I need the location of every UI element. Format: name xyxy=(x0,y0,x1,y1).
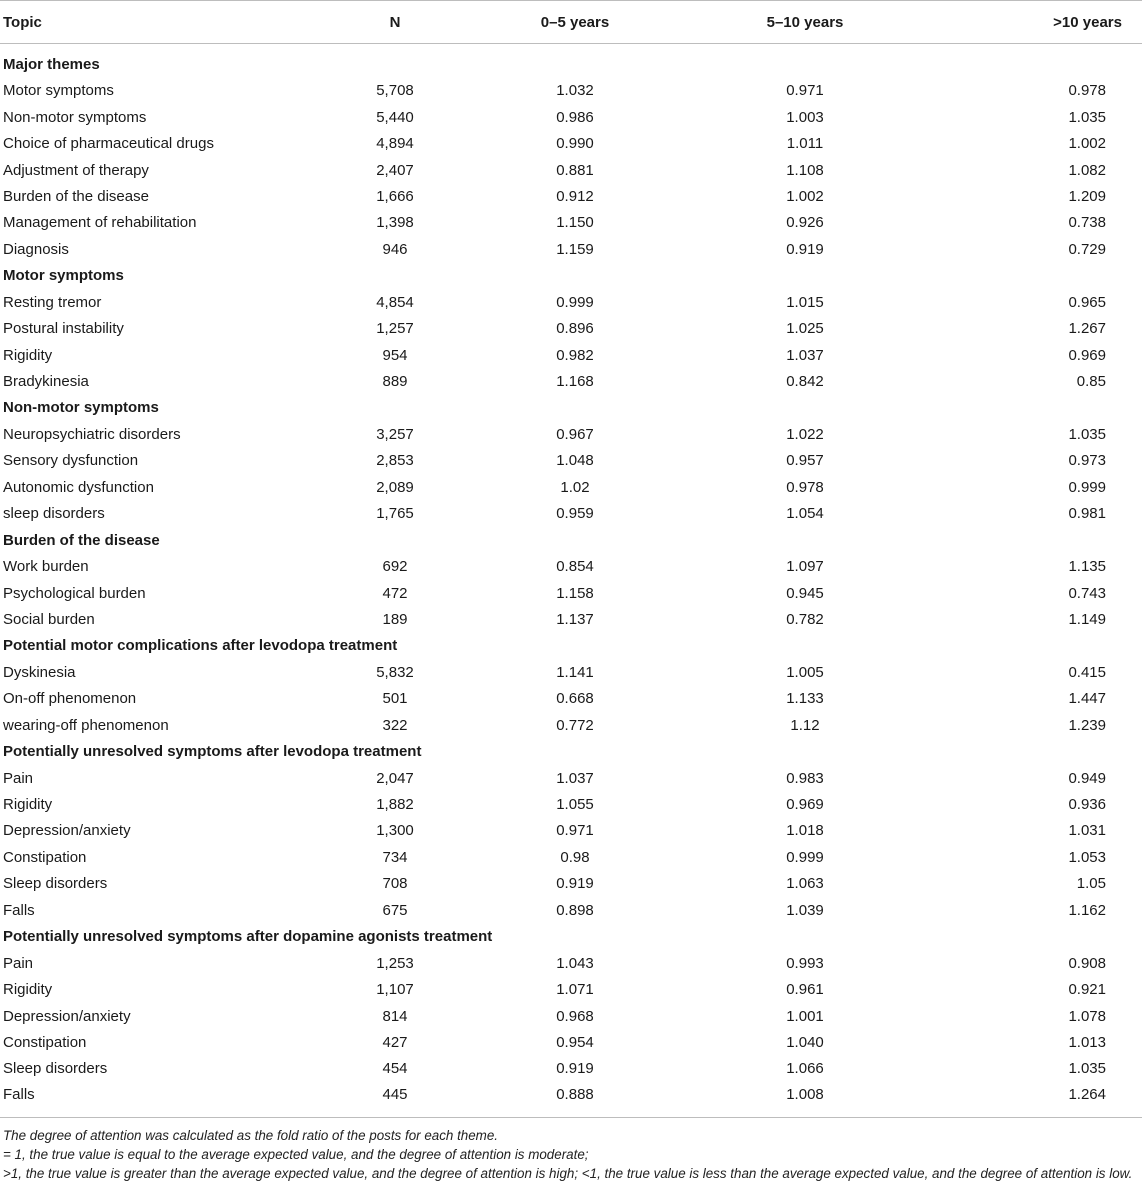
topic-cell: Sensory dysfunction xyxy=(3,452,139,470)
topic-cell: Depression/anxiety xyxy=(3,822,131,840)
table-body xyxy=(0,44,1142,1109)
years-5-10-cell: 0.983 xyxy=(786,769,824,787)
header-over-10-years: >10 years xyxy=(920,1,1142,44)
n-cell: 1,765 xyxy=(376,505,414,523)
topic-cell: Work burden xyxy=(3,558,89,576)
table-row xyxy=(0,501,1142,527)
topic-cell: Constipation xyxy=(3,1033,87,1051)
years-0-5-cell: 0.772 xyxy=(556,716,594,734)
years-5-10-cell: 0.842 xyxy=(786,373,824,391)
years-0-5-cell: 1.048 xyxy=(556,452,594,470)
topic-cell: Burden of the disease xyxy=(3,187,149,205)
topic-cell: Management of rehabilitation xyxy=(3,214,197,232)
years-0-5-cell: 0.919 xyxy=(556,875,594,893)
table-row xyxy=(0,78,1142,104)
years-5-10-cell: 0.919 xyxy=(786,240,824,258)
years-over-10-cell: 0.729 xyxy=(1068,240,1106,258)
n-cell: 708 xyxy=(382,875,408,893)
years-over-10-cell: 1.002 xyxy=(1068,135,1106,153)
years-0-5-cell: 0.854 xyxy=(556,558,594,576)
section-header-row xyxy=(0,44,1142,78)
years-5-10-cell: 1.133 xyxy=(786,690,824,708)
table-row xyxy=(0,1003,1142,1029)
table-row xyxy=(0,818,1142,844)
years-5-10-cell: 0.978 xyxy=(786,478,824,496)
table-row xyxy=(0,712,1142,738)
years-5-10-cell: 0.957 xyxy=(786,452,824,470)
section-header-row xyxy=(0,924,1142,950)
topic-cell: Pain xyxy=(3,769,34,787)
topic-cell: Motor symptoms xyxy=(3,82,114,100)
years-5-10-cell: 1.022 xyxy=(786,425,824,443)
n-cell: 2,407 xyxy=(376,161,414,179)
n-cell: 1,107 xyxy=(376,981,414,999)
topic-cell: wearing-off phenomenon xyxy=(3,716,169,734)
years-5-10-cell: 1.040 xyxy=(786,1033,824,1051)
header-5-10-years: 5–10 years xyxy=(690,1,920,44)
years-5-10-cell: 1.039 xyxy=(786,901,824,919)
table-footnotes xyxy=(0,1118,1142,1183)
n-cell: 472 xyxy=(382,584,408,602)
table-row xyxy=(0,342,1142,368)
topic-cell: Constipation xyxy=(3,848,87,866)
n-cell: 5,708 xyxy=(376,82,414,100)
topic-cell: Rigidity xyxy=(3,346,53,364)
topic-cell: On-off phenomenon xyxy=(3,690,137,708)
n-cell: 946 xyxy=(382,240,408,258)
table-row xyxy=(0,289,1142,315)
years-over-10-cell: 1.267 xyxy=(1068,320,1106,338)
years-over-10-cell: 0.981 xyxy=(1068,505,1106,523)
topic-cell: Depression/anxiety xyxy=(3,1007,131,1025)
section-title: Potential motor complications after levodopa treatment xyxy=(3,637,398,655)
n-cell: 1,253 xyxy=(376,954,414,972)
years-5-10-cell: 1.097 xyxy=(786,558,824,576)
section-title: Burden of the disease xyxy=(3,531,160,549)
years-0-5-cell: 1.141 xyxy=(556,663,594,681)
section-title: Potentially unresolved symptoms after levodopa treatment xyxy=(3,743,422,761)
years-5-10-cell: 0.969 xyxy=(786,796,824,814)
years-over-10-cell: 1.162 xyxy=(1068,901,1106,919)
years-0-5-cell: 1.02 xyxy=(560,478,590,496)
n-cell: 501 xyxy=(382,690,408,708)
table-row xyxy=(0,765,1142,791)
table-row xyxy=(0,871,1142,897)
table-row xyxy=(0,474,1142,500)
years-0-5-cell: 0.967 xyxy=(556,425,594,443)
section-header-row xyxy=(0,395,1142,421)
years-5-10-cell: 0.993 xyxy=(786,954,824,972)
years-0-5-cell: 1.032 xyxy=(556,82,594,100)
topic-cell: Rigidity xyxy=(3,796,53,814)
n-cell: 4,854 xyxy=(376,293,414,311)
years-5-10-cell: 1.002 xyxy=(786,187,824,205)
years-over-10-cell: 0.738 xyxy=(1068,214,1106,232)
n-cell: 1,882 xyxy=(376,796,414,814)
table-row xyxy=(0,183,1142,209)
topic-cell: Adjustment of therapy xyxy=(3,161,149,179)
section-title: Motor symptoms xyxy=(3,267,124,285)
n-cell: 692 xyxy=(382,558,408,576)
years-over-10-cell: 0.978 xyxy=(1068,82,1106,100)
table-row xyxy=(0,104,1142,130)
years-over-10-cell: 1.135 xyxy=(1068,558,1106,576)
table-row xyxy=(0,421,1142,447)
years-5-10-cell: 1.011 xyxy=(786,135,824,153)
footnote: >1, the true value is greater than the average expected value, and the degree of attention is high; <1, the true value is less than the average expected value, and the degree of attention is low. xyxy=(3,1165,1133,1181)
years-5-10-cell: 1.015 xyxy=(786,293,824,311)
topic-cell: Sleep disorders xyxy=(3,1060,108,1078)
years-over-10-cell: 0.969 xyxy=(1068,346,1106,364)
section-header-row xyxy=(0,263,1142,289)
topic-cell: Non-motor symptoms xyxy=(3,108,147,126)
years-0-5-cell: 0.954 xyxy=(556,1033,594,1051)
topic-cell: Rigidity xyxy=(3,981,53,999)
years-over-10-cell: 0.973 xyxy=(1068,452,1106,470)
years-0-5-cell: 1.037 xyxy=(556,769,594,787)
years-0-5-cell: 1.055 xyxy=(556,796,594,814)
years-0-5-cell: 0.898 xyxy=(556,901,594,919)
table-row xyxy=(0,368,1142,394)
n-cell: 1,666 xyxy=(376,187,414,205)
years-0-5-cell: 1.137 xyxy=(556,610,594,628)
years-5-10-cell: 1.005 xyxy=(786,663,824,681)
n-cell: 427 xyxy=(382,1033,408,1051)
section-title: Potentially unresolved symptoms after dopamine agonists treatment xyxy=(3,928,493,946)
n-cell: 675 xyxy=(382,901,408,919)
table-row xyxy=(0,580,1142,606)
topic-cell: Psychological burden xyxy=(3,584,146,602)
years-0-5-cell: 1.159 xyxy=(556,240,594,258)
section-header-row xyxy=(0,738,1142,764)
years-over-10-cell: 1.035 xyxy=(1068,1060,1106,1078)
topic-cell: Neuropsychiatric disorders xyxy=(3,425,181,443)
n-cell: 5,832 xyxy=(376,663,414,681)
header-row xyxy=(0,1,1142,44)
years-0-5-cell: 1.168 xyxy=(556,373,594,391)
n-cell: 189 xyxy=(382,610,408,628)
years-over-10-cell: 0.85 xyxy=(1076,373,1106,391)
years-over-10-cell: 1.031 xyxy=(1068,822,1106,840)
topic-cell: Pain xyxy=(3,954,34,972)
years-over-10-cell: 0.908 xyxy=(1068,954,1106,972)
years-0-5-cell: 0.968 xyxy=(556,1007,594,1025)
footnote: = 1, the true value is equal to the average expected value, and the degree of attention is moderate; xyxy=(3,1146,589,1162)
header-0-5-years: 0–5 years xyxy=(460,1,690,44)
years-5-10-cell: 0.926 xyxy=(786,214,824,232)
years-5-10-cell: 1.063 xyxy=(786,875,824,893)
years-over-10-cell: 0.921 xyxy=(1068,981,1106,999)
topic-cell: Choice of pharmaceutical drugs xyxy=(3,135,214,153)
table-row xyxy=(0,1029,1142,1055)
topic-cell: sleep disorders xyxy=(3,505,105,523)
years-0-5-cell: 0.959 xyxy=(556,505,594,523)
n-cell: 734 xyxy=(382,848,408,866)
years-over-10-cell: 1.035 xyxy=(1068,425,1106,443)
table-row xyxy=(0,236,1142,262)
table-row xyxy=(0,606,1142,632)
years-over-10-cell: 0.965 xyxy=(1068,293,1106,311)
topic-cell: Diagnosis xyxy=(3,240,69,258)
years-over-10-cell: 1.149 xyxy=(1068,610,1106,628)
table-row xyxy=(0,844,1142,870)
topic-cell: Social burden xyxy=(3,610,95,628)
years-5-10-cell: 1.066 xyxy=(786,1060,824,1078)
years-5-10-cell: 0.999 xyxy=(786,848,824,866)
table-row xyxy=(0,210,1142,236)
topic-cell: Bradykinesia xyxy=(3,373,89,391)
years-0-5-cell: 1.150 xyxy=(556,214,594,232)
years-over-10-cell: 1.082 xyxy=(1068,161,1106,179)
years-0-5-cell: 0.990 xyxy=(556,135,594,153)
years-0-5-cell: 0.881 xyxy=(556,161,594,179)
table-row xyxy=(0,686,1142,712)
years-over-10-cell: 0.936 xyxy=(1068,796,1106,814)
table-row xyxy=(0,1082,1142,1108)
years-5-10-cell: 0.971 xyxy=(786,82,824,100)
n-cell: 454 xyxy=(382,1060,408,1078)
years-5-10-cell: 1.003 xyxy=(786,108,824,126)
years-over-10-cell: 0.999 xyxy=(1068,478,1106,496)
topic-cell: Falls xyxy=(3,1085,35,1103)
section-header-row xyxy=(0,633,1142,659)
topic-cell: Sleep disorders xyxy=(3,875,108,893)
n-cell: 3,257 xyxy=(376,425,414,443)
years-5-10-cell: 1.037 xyxy=(786,346,824,364)
section-title: Major themes xyxy=(3,56,100,74)
years-5-10-cell: 1.008 xyxy=(786,1085,824,1103)
topic-cell: Resting tremor xyxy=(3,293,102,311)
table-row xyxy=(0,950,1142,976)
n-cell: 814 xyxy=(382,1007,408,1025)
years-over-10-cell: 0.949 xyxy=(1068,769,1106,787)
years-5-10-cell: 0.782 xyxy=(786,610,824,628)
section-header-row xyxy=(0,527,1142,553)
n-cell: 2,089 xyxy=(376,478,414,496)
n-cell: 322 xyxy=(382,716,408,734)
years-over-10-cell: 1.239 xyxy=(1068,716,1106,734)
topic-cell: Postural instability xyxy=(3,320,124,338)
topic-cell: Autonomic dysfunction xyxy=(3,478,154,496)
years-over-10-cell: 1.264 xyxy=(1068,1085,1106,1103)
header-topic: Topic xyxy=(0,1,330,44)
years-0-5-cell: 0.668 xyxy=(556,690,594,708)
years-5-10-cell: 0.961 xyxy=(786,981,824,999)
years-5-10-cell: 1.025 xyxy=(786,320,824,338)
n-cell: 2,047 xyxy=(376,769,414,787)
table-row xyxy=(0,315,1142,341)
table-row xyxy=(0,976,1142,1002)
years-0-5-cell: 0.999 xyxy=(556,293,594,311)
years-0-5-cell: 0.896 xyxy=(556,320,594,338)
years-5-10-cell: 1.108 xyxy=(786,161,824,179)
n-cell: 954 xyxy=(382,346,408,364)
years-over-10-cell: 1.078 xyxy=(1068,1007,1106,1025)
years-5-10-cell: 1.12 xyxy=(790,716,820,734)
years-over-10-cell: 1.05 xyxy=(1076,875,1106,893)
n-cell: 889 xyxy=(382,373,408,391)
years-0-5-cell: 1.158 xyxy=(556,584,594,602)
table-row xyxy=(0,897,1142,923)
footnote: The degree of attention was calculated as the fold ratio of the posts for each theme. xyxy=(3,1127,499,1143)
table-row xyxy=(0,157,1142,183)
n-cell: 1,300 xyxy=(376,822,414,840)
years-0-5-cell: 0.912 xyxy=(556,187,594,205)
table-row xyxy=(0,791,1142,817)
n-cell: 445 xyxy=(382,1085,408,1103)
table-row xyxy=(0,448,1142,474)
years-5-10-cell: 0.945 xyxy=(786,584,824,602)
table-row xyxy=(0,130,1142,156)
years-over-10-cell: 1.013 xyxy=(1068,1033,1106,1051)
years-5-10-cell: 1.018 xyxy=(786,822,824,840)
years-0-5-cell: 0.888 xyxy=(556,1085,594,1103)
n-cell: 5,440 xyxy=(376,108,414,126)
years-0-5-cell: 0.986 xyxy=(556,108,594,126)
years-0-5-cell: 0.98 xyxy=(560,848,590,866)
years-0-5-cell: 0.971 xyxy=(556,822,594,840)
years-over-10-cell: 1.035 xyxy=(1068,108,1106,126)
topic-cell: Falls xyxy=(3,901,35,919)
years-5-10-cell: 1.001 xyxy=(786,1007,824,1025)
years-0-5-cell: 1.071 xyxy=(556,981,594,999)
years-over-10-cell: 0.415 xyxy=(1068,663,1106,681)
table-header xyxy=(0,1,1142,44)
years-0-5-cell: 0.982 xyxy=(556,346,594,364)
n-cell: 4,894 xyxy=(376,135,414,153)
n-cell: 1,257 xyxy=(376,320,414,338)
table-row xyxy=(0,659,1142,685)
header-n: N xyxy=(330,1,460,44)
years-over-10-cell: 1.053 xyxy=(1068,848,1106,866)
n-cell: 2,853 xyxy=(376,452,414,470)
years-0-5-cell: 1.043 xyxy=(556,954,594,972)
years-over-10-cell: 1.447 xyxy=(1068,690,1106,708)
table-row xyxy=(0,553,1142,579)
years-over-10-cell: 1.209 xyxy=(1068,187,1106,205)
topic-cell: Dyskinesia xyxy=(3,663,76,681)
years-0-5-cell: 0.919 xyxy=(556,1060,594,1078)
table-row xyxy=(0,1056,1142,1082)
section-title: Non-motor symptoms xyxy=(3,399,159,417)
years-over-10-cell: 0.743 xyxy=(1068,584,1106,602)
years-5-10-cell: 1.054 xyxy=(786,505,824,523)
n-cell: 1,398 xyxy=(376,214,414,232)
